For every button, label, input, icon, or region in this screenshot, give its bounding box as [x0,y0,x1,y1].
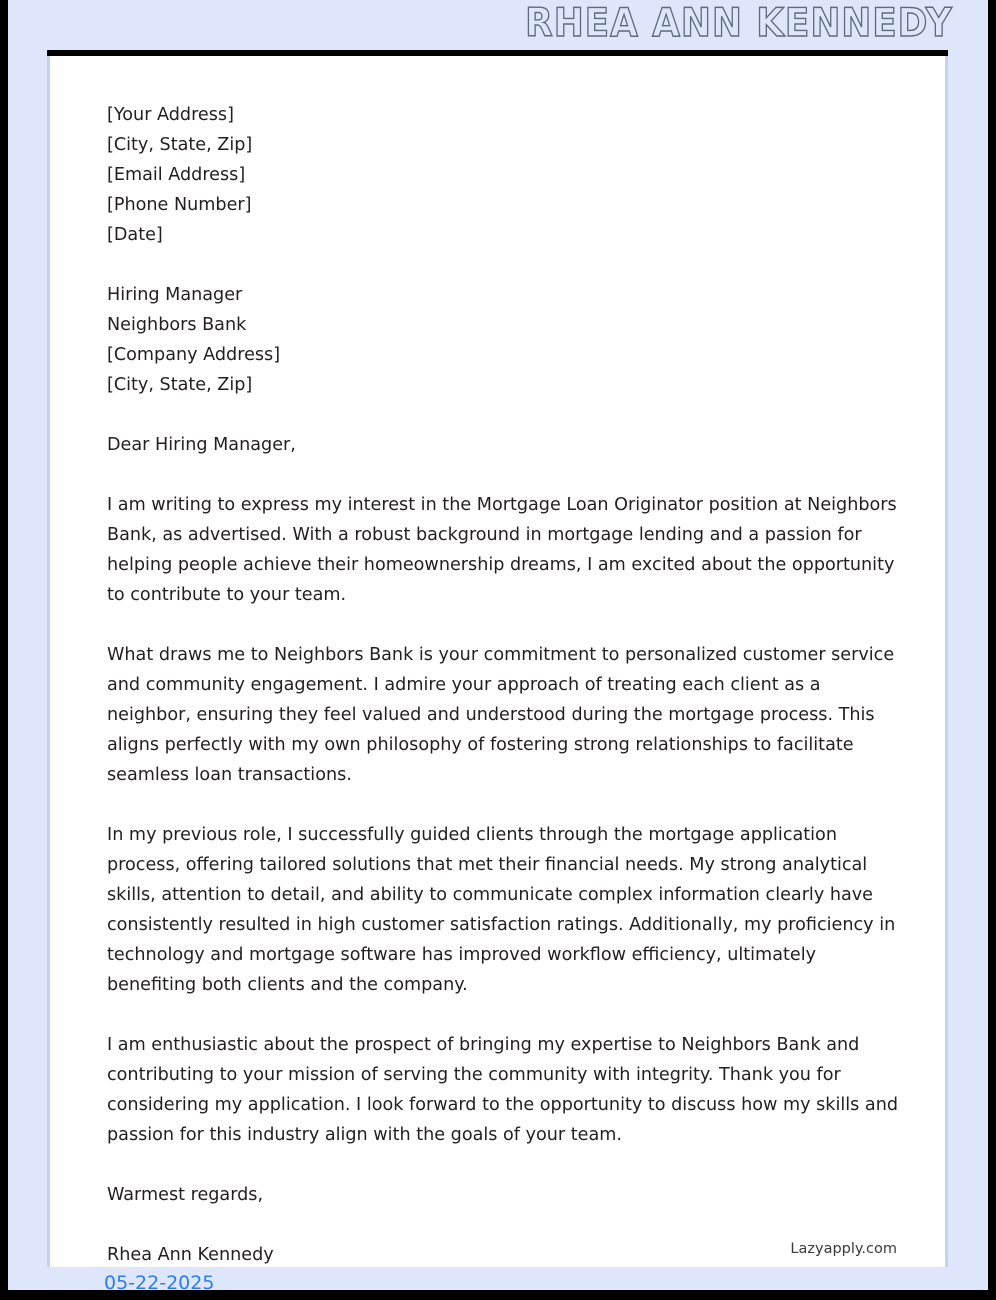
sender-address-line: [Your Address] [107,105,234,125]
block-spacer [107,250,907,280]
letter-sheet [47,56,948,1267]
signature-name: Rhea Ann Kennedy [107,1245,274,1265]
block-spacer [107,1000,907,1030]
generated-date: 05-22-2025 [104,1272,215,1294]
sender-address-block [107,100,907,250]
block-spacer [107,790,907,820]
recipient-address-line: [City, State, Zip] [107,375,253,395]
letterhead-header [8,0,988,50]
block-spacer [107,400,907,430]
body-paragraph: In my previous role, I successfully guided clients through the mortgage application process, offering tailored solutions that met their financial needs. My strong analytical skills, attention to detail, and ability to communicate complex information clearly have consistently resulted in high customer satisfaction ratings. Additionally, my proficiency in technology and mortgage software has improved workflow efficiency, ultimately benefiting both clients and the company. [107,825,896,995]
lazyapply-watermark: Lazyapply.com [790,1241,897,1257]
recipient-address-line: Neighbors Bank [107,315,247,335]
recipient-address-block [107,280,907,400]
sender-address-line: [Date] [107,225,163,245]
closing-salutation: Warmest regards, [107,1185,264,1205]
body-paragraph: What draws me to Neighbors Bank is your commitment to personalized customer service and community engagement. I admire your approach of treating each client as a neighbor, ensuring they feel valued and understood during the mortgage process. This aligns perfectly with my own philosophy of fostering strong relationships to facilitate seamless loan transactions. [107,645,895,785]
recipient-address-line: [Company Address] [107,345,281,365]
salutation: Dear Hiring Manager, [107,435,296,455]
body-paragraph: I am enthusiastic about the prospect of bringing my expertise to Neighbors Bank and contributing to your mission of serving the community with integrity. Thank you for considering my application. I look forward to the opportunity to discuss how my skills and passion for this industry align with the goals of your team. [107,1035,899,1145]
block-spacer [107,460,907,490]
page-title: RHEA ANN KENNEDY [525,0,953,46]
sender-address-line: [City, State, Zip] [107,135,253,155]
sender-address-line: [Phone Number] [107,195,252,215]
block-spacer [107,610,907,640]
block-spacer [107,1150,907,1180]
letter-content [107,100,907,1267]
recipient-address-line: Hiring Manager [107,285,243,305]
sender-address-line: [Email Address] [107,165,246,185]
body-paragraph: I am writing to express my interest in the Mortgage Loan Originator position at Neighbors Bank, as advertised. With a robust background in mortgage lending and a passion for helping people achieve their homeownership dreams, I am excited about the opportunity to contribute to your team. [107,495,897,605]
block-spacer [107,1210,907,1240]
